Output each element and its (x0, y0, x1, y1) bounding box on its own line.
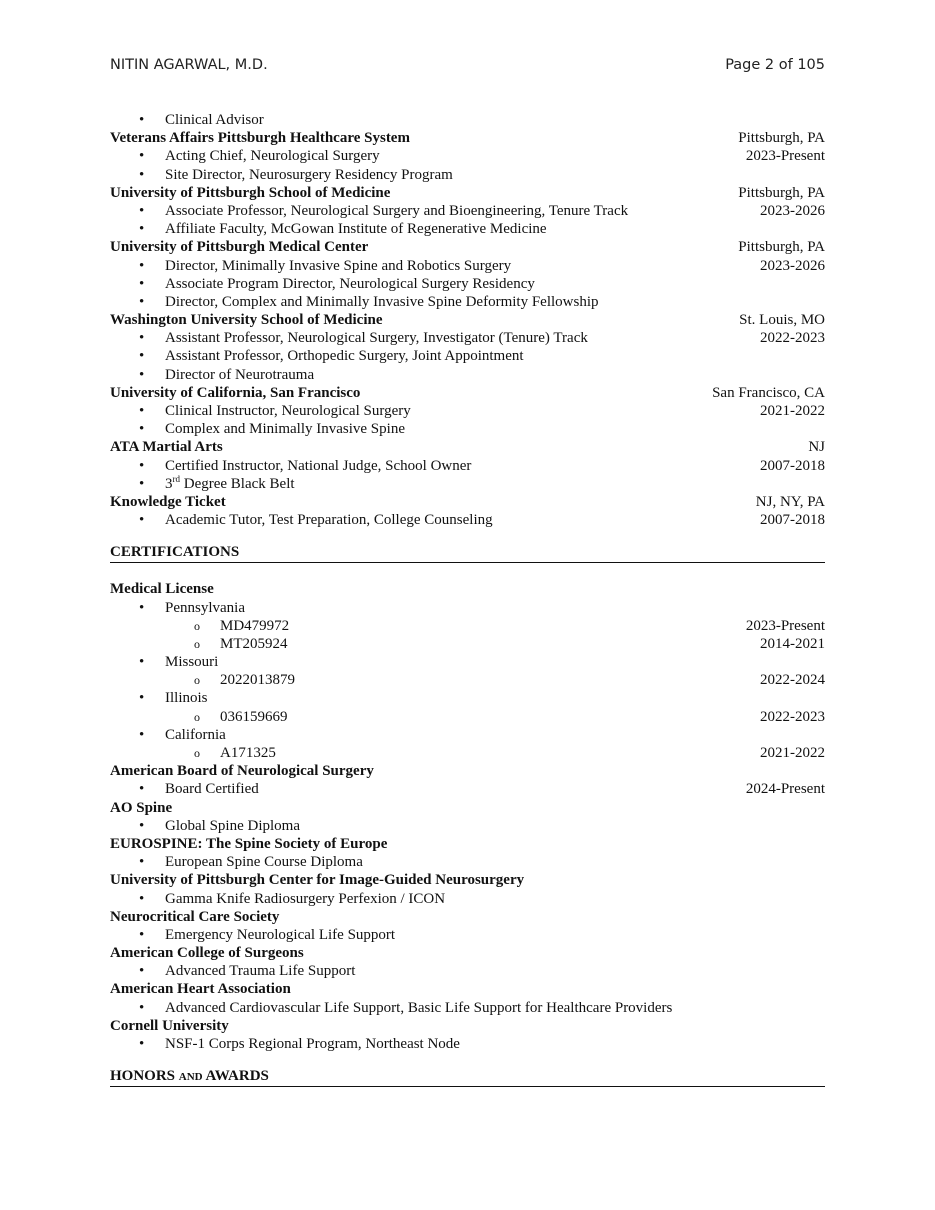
list-item (110, 366, 825, 384)
bullet-text (110, 475, 295, 493)
bullet-text: • Assistant Professor, Orthopedic Surgery, Joint Appointment (110, 347, 524, 365)
entry-heading-row (110, 580, 825, 598)
document-body (110, 111, 825, 1087)
entry-heading: Medical License (110, 581, 214, 598)
entry-heading-row (110, 908, 825, 926)
bullet-text: • Associate Professor, Neurological Surgery and Bioengineering, Tenure Track (110, 202, 628, 220)
bullet-text: • Clinical Instructor, Neurological Surgery (110, 402, 411, 420)
honors-word: HONORS (110, 1068, 176, 1085)
date-range: 2022-2023 (760, 708, 825, 725)
location-text: NJ, NY, PA (755, 493, 825, 510)
and-word: AND (178, 1071, 203, 1084)
bullet-text: • Associate Program Director, Neurological Surgery Residency (110, 275, 535, 293)
list-item (110, 511, 825, 529)
entry-heading: Cornell University (110, 1017, 229, 1034)
location-text: Pittsburgh, PA (738, 239, 825, 256)
list-item (110, 420, 825, 438)
bullet-text: • Director of Neurotrauma (110, 366, 314, 384)
location-text: Pittsburgh, PA (738, 130, 825, 147)
entry-heading-row (110, 311, 825, 329)
bullet-text: • Emergency Neurological Life Support (110, 926, 395, 944)
date-range: 2022-2024 (760, 672, 825, 689)
location-text: Pittsburgh, PA (738, 184, 825, 201)
entry-heading: Knowledge Ticket (110, 493, 226, 510)
list-item (110, 617, 825, 635)
entry-heading-row (110, 980, 825, 998)
header-name: NITIN AGARWAL, M.D. (110, 57, 268, 73)
list-item (110, 166, 825, 184)
bullet-text: • Advanced Cardiovascular Life Support, Basic Life Support for Healthcare Providers (110, 999, 672, 1017)
list-item (110, 257, 825, 275)
sub-bullet-text: o A171325 (110, 744, 276, 762)
entry-heading-row (110, 238, 825, 256)
location-text: St. Louis, MO (739, 312, 825, 329)
entry-heading: Neurocritical Care Society (110, 908, 280, 925)
bullet-text: • Complex and Minimally Invasive Spine (110, 420, 405, 438)
entry-heading: AO Spine (110, 799, 173, 816)
entry-heading: American Heart Association (110, 981, 291, 998)
awards-word: AWARDS (205, 1068, 269, 1085)
bullet-text: • Pennsylvania (110, 599, 245, 617)
list-item (110, 275, 825, 293)
ordinal-number: 3 (165, 475, 173, 492)
bullet-text: • Advanced Trauma Life Support (110, 962, 355, 980)
sub-bullet-text: o MT205924 (110, 635, 288, 653)
entry-heading: EUROSPINE: The Spine Society of Europe (110, 835, 388, 852)
bullet-text: • Director, Complex and Minimally Invasive Spine Deformity Fellowship (110, 293, 599, 311)
entry-heading: American Board of Neurological Surgery (110, 763, 374, 780)
bullet-text: • NSF-1 Corps Regional Program, Northeast Node (110, 1035, 460, 1053)
date-range: 2024-Present (745, 781, 825, 798)
ordinal-suffix: rd (172, 473, 180, 484)
bullet-text: • Clinical Advisor (110, 111, 264, 129)
list-item (110, 780, 825, 798)
entry-heading: University of Pittsburgh Center for Image-Guided Neurosurgery (110, 872, 525, 889)
list-item (110, 329, 825, 347)
list-item (110, 220, 825, 238)
list-item (110, 853, 825, 871)
sub-bullet-text: o 2022013879 (110, 671, 295, 689)
list-item (110, 726, 825, 744)
entry-heading-row (110, 762, 825, 780)
bullet-text: • Site Director, Neurosurgery Residency Program (110, 166, 453, 184)
bullet-text: • Acting Chief, Neurological Surgery (110, 147, 380, 165)
entry-heading-row (110, 835, 825, 853)
date-range: 2007-2018 (760, 512, 825, 529)
list-item (110, 147, 825, 165)
entry-heading: Washington University School of Medicine (110, 312, 383, 329)
entry-heading: ATA Martial Arts (110, 439, 223, 456)
bullet-text: • Illinois (110, 689, 208, 707)
location-text: NJ (808, 439, 825, 456)
list-item (110, 402, 825, 420)
entry-heading-row (110, 493, 825, 511)
date-range: 2023-2026 (760, 257, 825, 274)
date-range: 2023-Present (745, 617, 825, 634)
location-text: San Francisco, CA (712, 384, 825, 401)
bullet-text: • Certified Instructor, National Judge, School Owner (110, 457, 471, 475)
list-item (110, 1035, 825, 1053)
list-item (110, 671, 825, 689)
list-item (110, 708, 825, 726)
bullet-text: • Global Spine Diploma (110, 817, 300, 835)
list-item (110, 202, 825, 220)
list-item (110, 689, 825, 707)
bullet-text: • European Spine Course Diploma (110, 853, 363, 871)
bullet-text: • California (110, 726, 226, 744)
list-item (110, 457, 825, 475)
entry-heading: University of Pittsburgh School of Medicine (110, 184, 391, 201)
bullet-text: • Academic Tutor, Test Preparation, College Counseling (110, 511, 493, 529)
sub-bullet-text: o 036159669 (110, 708, 288, 726)
entry-heading-row (110, 129, 825, 147)
sub-bullet-text: o MD479972 (110, 617, 289, 635)
list-item (110, 744, 825, 762)
date-range: 2023-2026 (760, 202, 825, 219)
bullet-text: • Affiliate Faculty, McGowan Institute of Regenerative Medicine (110, 220, 547, 238)
bullet-text: • Missouri (110, 653, 218, 671)
list-item (110, 475, 825, 493)
list-item (110, 111, 825, 129)
entry-heading-row (110, 799, 825, 817)
entry-heading-row (110, 871, 825, 889)
section-heading-certifications: CERTIFICATIONS (110, 543, 825, 563)
date-range: 2014-2021 (760, 635, 825, 652)
date-range: 2021-2022 (760, 745, 825, 761)
date-range: 2007-2018 (760, 457, 825, 474)
entry-heading-row (110, 944, 825, 962)
list-item (110, 999, 825, 1017)
header-page-number: Page 2 of 105 (725, 57, 825, 73)
bullet-text-rest: Degree Black Belt (180, 475, 295, 492)
entry-heading: University of California, San Francisco (110, 384, 361, 401)
list-item (110, 635, 825, 653)
list-item (110, 347, 825, 365)
bullet-text: • Board Certified (110, 780, 259, 798)
entry-heading: American College of Surgeons (110, 945, 304, 962)
section-heading-honors-awards (110, 1067, 825, 1087)
date-range: 2021-2022 (760, 403, 825, 419)
entry-heading: University of Pittsburgh Medical Center (110, 239, 369, 256)
bullet-text: • Assistant Professor, Neurological Surgery, Investigator (Tenure) Track (110, 329, 588, 347)
entry-heading-row (110, 438, 825, 456)
list-item (110, 890, 825, 908)
certifications-list (110, 580, 825, 1053)
list-item (110, 599, 825, 617)
entry-heading-row (110, 384, 825, 402)
list-item (110, 926, 825, 944)
entry-heading-row (110, 1017, 825, 1035)
list-item (110, 653, 825, 671)
bullet-text: • Director, Minimally Invasive Spine and Robotics Surgery (110, 257, 511, 275)
entry-heading-row (110, 184, 825, 202)
list-item (110, 817, 825, 835)
list-item (110, 293, 825, 311)
list-item (110, 962, 825, 980)
experience-list (110, 111, 825, 529)
date-range: 2023-Present (745, 148, 825, 165)
bullet-text: • Gamma Knife Radiosurgery Perfexion / ICON (110, 890, 445, 908)
date-range: 2022-2023 (760, 330, 825, 347)
entry-heading: Veterans Affairs Pittsburgh Healthcare System (110, 130, 410, 147)
